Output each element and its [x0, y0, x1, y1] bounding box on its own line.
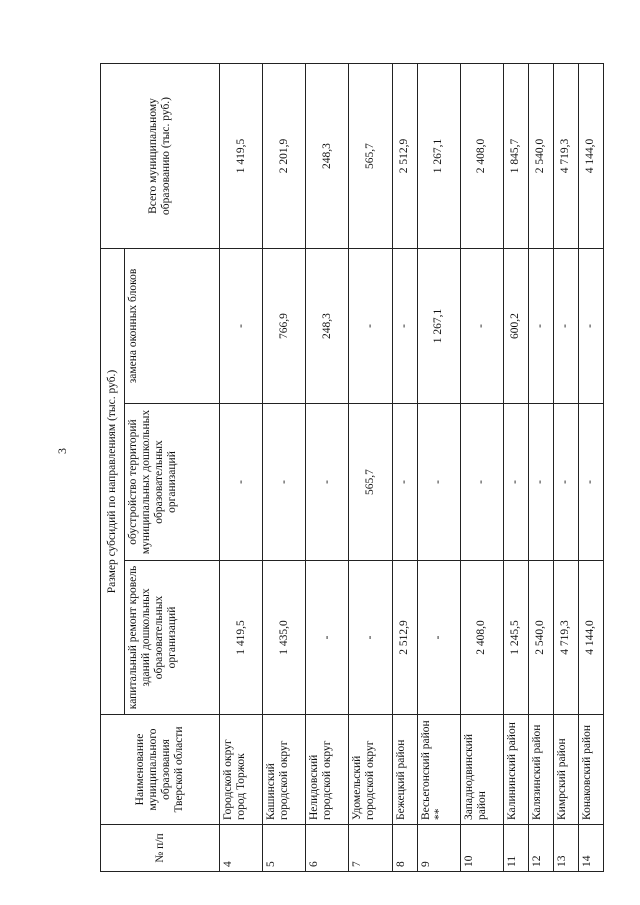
- municipality-name: Нелидовский городской округ: [306, 715, 349, 825]
- header-territory: обустройство территорий муниципальных дошкольных образовательных организаций: [125, 404, 220, 561]
- page-number: 3: [55, 448, 69, 454]
- header-subsidy-group: Размер субсидий по направлениям (тыс. руб.): [101, 249, 125, 715]
- rotated-table-container: [100, 64, 604, 872]
- territory-value: -: [263, 404, 306, 561]
- header-total: Всего муниципальному образованию (тыс. руб.): [101, 64, 220, 249]
- subsidy-table: [100, 63, 604, 872]
- table-row: [349, 64, 392, 872]
- windows-value: 1 267,1: [417, 249, 460, 404]
- municipality-name: Весьегонский район **: [417, 715, 460, 825]
- roof-repair-value: 2 540,0: [528, 561, 553, 715]
- table-row: [503, 64, 528, 872]
- table-row: [553, 64, 578, 872]
- territory-value: -: [392, 404, 417, 561]
- windows-value: -: [553, 249, 578, 404]
- territory-value: -: [553, 404, 578, 561]
- table-row: [306, 64, 349, 872]
- roof-repair-value: 4 144,0: [578, 561, 603, 715]
- territory-value: -: [503, 404, 528, 561]
- header-num: № п/п: [101, 825, 220, 872]
- header-windows: замена оконных блоков: [125, 249, 220, 404]
- windows-value: -: [349, 249, 392, 404]
- row-number: 13: [553, 825, 578, 872]
- table-row: [417, 64, 460, 872]
- municipality-name: Кимрский район: [553, 715, 578, 825]
- windows-value: -: [460, 249, 503, 404]
- windows-value: 248,3: [306, 249, 349, 404]
- windows-value: 600,2: [503, 249, 528, 404]
- table-row: [392, 64, 417, 872]
- total-value: 2 408,0: [460, 64, 503, 249]
- windows-value: -: [578, 249, 603, 404]
- municipality-name: Конаковский район: [578, 715, 603, 825]
- roof-repair-value: -: [349, 561, 392, 715]
- roof-repair-value: 4 719,3: [553, 561, 578, 715]
- total-value: 2 540,0: [528, 64, 553, 249]
- row-number: 14: [578, 825, 603, 872]
- roof-repair-value: -: [306, 561, 349, 715]
- row-number: 10: [460, 825, 503, 872]
- table-row: [578, 64, 603, 872]
- territory-value: -: [578, 404, 603, 561]
- table-row: [220, 64, 263, 872]
- row-number: 7: [349, 825, 392, 872]
- total-value: 1 419,5: [220, 64, 263, 249]
- table-row: [528, 64, 553, 872]
- territory-value: -: [417, 404, 460, 561]
- table-body: [220, 64, 604, 872]
- table-row: [460, 64, 503, 872]
- row-number: 11: [503, 825, 528, 872]
- roof-repair-value: 1 419,5: [220, 561, 263, 715]
- total-value: 248,3: [306, 64, 349, 249]
- row-number: 9: [417, 825, 460, 872]
- municipality-name: Кашинский городской округ: [263, 715, 306, 825]
- roof-repair-value: 2 408,0: [460, 561, 503, 715]
- municipality-name: Удомельский городской округ: [349, 715, 392, 825]
- row-number: 5: [263, 825, 306, 872]
- territory-value: 565,7: [349, 404, 392, 561]
- territory-value: -: [220, 404, 263, 561]
- windows-value: -: [528, 249, 553, 404]
- territory-value: -: [306, 404, 349, 561]
- municipality-name: Бежецкий район: [392, 715, 417, 825]
- header-roof-repair: капитальный ремонт кровель зданий дошкольных образовательных организаций: [125, 561, 220, 715]
- total-value: 1 845,7: [503, 64, 528, 249]
- total-value: 565,7: [349, 64, 392, 249]
- municipality-name: Западнодвинский район: [460, 715, 503, 825]
- table-row: [263, 64, 306, 872]
- roof-repair-value: -: [417, 561, 460, 715]
- total-value: 4 144,0: [578, 64, 603, 249]
- municipality-name: Калининский район: [503, 715, 528, 825]
- windows-value: -: [220, 249, 263, 404]
- total-value: 2 201,9: [263, 64, 306, 249]
- row-number: 8: [392, 825, 417, 872]
- total-value: 4 719,3: [553, 64, 578, 249]
- total-value: 1 267,1: [417, 64, 460, 249]
- municipality-name: Калязинский район: [528, 715, 553, 825]
- territory-value: -: [460, 404, 503, 561]
- total-value: 2 512,9: [392, 64, 417, 249]
- row-number: 12: [528, 825, 553, 872]
- row-number: 6: [306, 825, 349, 872]
- roof-repair-value: 2 512,9: [392, 561, 417, 715]
- roof-repair-value: 1 245,5: [503, 561, 528, 715]
- row-number: 4: [220, 825, 263, 872]
- municipality-name: Городской округ город Торжок: [220, 715, 263, 825]
- windows-value: 766,9: [263, 249, 306, 404]
- territory-value: -: [528, 404, 553, 561]
- windows-value: -: [392, 249, 417, 404]
- header-name: Наименование муниципального образования Тверской области: [101, 715, 220, 825]
- roof-repair-value: 1 435,0: [263, 561, 306, 715]
